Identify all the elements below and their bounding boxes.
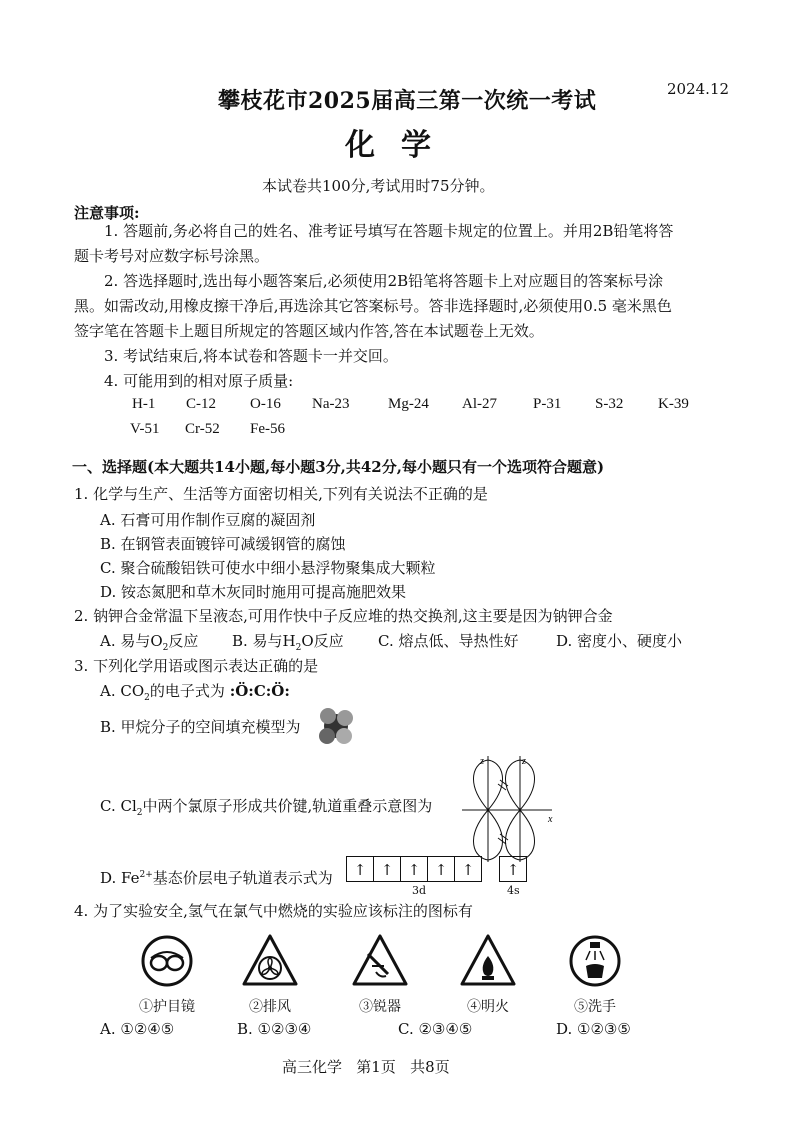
- subject-title: 化学: [345, 128, 457, 163]
- orbital-3d-box-4: ↑: [427, 856, 455, 882]
- q1-option-d: D. 铵态氮肥和草木灰同时施用可提高施肥效果: [100, 583, 407, 601]
- atomic-mass-r1-6: Al-27: [462, 396, 497, 412]
- exam-title: 攀枝花市2025届高三第一次统一考试: [218, 88, 597, 114]
- fe2-orbital-3d: [346, 856, 482, 882]
- q4-option-b: B. ①②③④: [237, 1020, 312, 1038]
- hand-wash-icon: [568, 934, 622, 988]
- icon-label-ventilation: ②排风: [249, 999, 291, 1015]
- axis-z-left: z: [480, 756, 484, 767]
- q1-option-c: C. 聚合硫酸铝铁可使水中细小悬浮物聚集成大颗粒: [100, 559, 436, 577]
- label-3d: 3d: [412, 884, 427, 897]
- methane-space-filling-model: [316, 706, 356, 746]
- section1-heading: 一、选择题(本大题共14小题,每小题3分,共42分,每小题只有一个选项符合题意): [72, 458, 605, 476]
- orbital-overlap-diagram: [462, 752, 562, 864]
- icon-label-flame: ④明火: [467, 999, 509, 1015]
- fe2-orbital-4s: [499, 856, 527, 882]
- atomic-mass-r1-4: Na-23: [312, 396, 350, 412]
- q4-option-c: C. ②③④⑤: [398, 1020, 473, 1038]
- q2-option-d: D. 密度小、硬度小: [556, 632, 683, 650]
- atomic-mass-r2-3: Fe-56: [250, 421, 285, 437]
- atomic-mass-r1-9: K-39: [658, 396, 689, 412]
- notice-item2-line1: 2. 答选择题时,选出每小题答案后,必须使用2B铅笔将答题卡上对应题目的答案标号涂: [104, 272, 664, 290]
- atomic-mass-r1-3: O-16: [250, 396, 281, 412]
- q4-option-a: A. ①②④⑤: [100, 1020, 175, 1038]
- q2-option-c: C. 熔点低、导热性好: [378, 632, 519, 650]
- orbital-3d-box-2: ↑: [373, 856, 401, 882]
- q3-stem: 3. 下列化学用语或图示表达正确的是: [74, 657, 319, 675]
- page-footer: 高三化学 第1页 共8页: [282, 1058, 450, 1076]
- orbital-4s-box: ↑: [499, 856, 527, 882]
- ventilation-icon: [240, 932, 300, 988]
- q3-option-d: D. $Fe^{2+}$基态价层电子轨道表示式为: [100, 869, 333, 887]
- atomic-mass-r2-2: Cr-52: [185, 421, 220, 437]
- q4-stem: 4. 为了实验安全,氢气在氯气中燃烧的实验应该标注的图标有: [74, 902, 473, 920]
- atomic-mass-r1-8: S-32: [595, 396, 624, 412]
- q1-option-b: B. 在钢管表面镀锌可减缓钢管的腐蚀: [100, 535, 346, 553]
- notice-item1-line2: 题卡考号对应数字标号涂黑。: [74, 247, 270, 265]
- notice-item2-line3: 签字笔在答题卡上题目所规定的答题区域内作答,答在本试题卷上无效。: [74, 322, 544, 340]
- atomic-mass-r1-7: P-31: [533, 396, 562, 412]
- q1-stem: 1. 化学与生产、生活等方面密切相关,下列有关说法不正确的是: [74, 485, 488, 503]
- q2-option-a: A. 易与$O_2$反应: [100, 632, 199, 653]
- q3-option-b: B. 甲烷分子的空间填充模型为: [100, 718, 301, 736]
- icon-label-sharps: ③锐器: [359, 999, 401, 1015]
- q3-option-a: A. $CO_2$的电子式为 :Ö:C:Ö:: [100, 682, 290, 703]
- axis-x: x: [548, 814, 553, 825]
- open-flame-icon: [458, 932, 518, 988]
- exam-date: 2024.12: [667, 80, 730, 98]
- atomic-mass-r1-1: H-1: [132, 396, 156, 412]
- orbital-3d-box-5: ↑: [454, 856, 482, 882]
- orbital-3d-box-3: ↑: [400, 856, 428, 882]
- notice-item1-line1: 1. 答题前,务必将自己的姓名、准考证号填写在答题卡规定的位置上。并用2B铅笔将答: [104, 222, 674, 240]
- icon-label-handwash: ⑤洗手: [574, 999, 616, 1015]
- q3-option-c: C. $Cl_2$中两个氯原子形成共价键,轨道重叠示意图为: [100, 797, 433, 818]
- exam-info: 本试卷共100分,考试用时75分钟。: [262, 177, 495, 195]
- icon-label-goggles: ①护目镜: [139, 999, 195, 1015]
- label-4s: 4s: [507, 884, 520, 897]
- notice-heading: 注意事项:: [74, 204, 140, 222]
- q2-stem: 2. 钠钾合金常温下呈液态,可用作快中子反应堆的热交换剂,这主要是因为钠钾合金: [74, 607, 613, 625]
- notice-item2-line2: 黑。如需改动,用橡皮擦干净后,再选涂其它答案标号。答非选择题时,必须使用0.5 毫米黑色: [74, 297, 672, 315]
- orbital-3d-box-1: ↑: [346, 856, 374, 882]
- q4-option-d: D. ①②③⑤: [556, 1020, 631, 1038]
- co2-electron-formula: :Ö:C:Ö:: [229, 682, 290, 700]
- notice-item4: 4. 可能用到的相对原子质量:: [104, 372, 294, 390]
- axis-z-right: z: [522, 756, 526, 767]
- q2-option-b: B. 易与$H_2O$反应: [232, 632, 344, 653]
- q1-option-a: A. 石膏可用作制作豆腐的凝固剂: [100, 511, 316, 529]
- sharps-icon: [350, 932, 410, 988]
- atomic-mass-r2-1: V-51: [130, 421, 160, 437]
- atomic-mass-r1-2: C-12: [186, 396, 216, 412]
- goggles-icon: [140, 934, 194, 988]
- atomic-mass-r1-5: Mg-24: [388, 396, 429, 412]
- notice-item3: 3. 考试结束后,将本试卷和答题卡一并交回。: [104, 347, 398, 365]
